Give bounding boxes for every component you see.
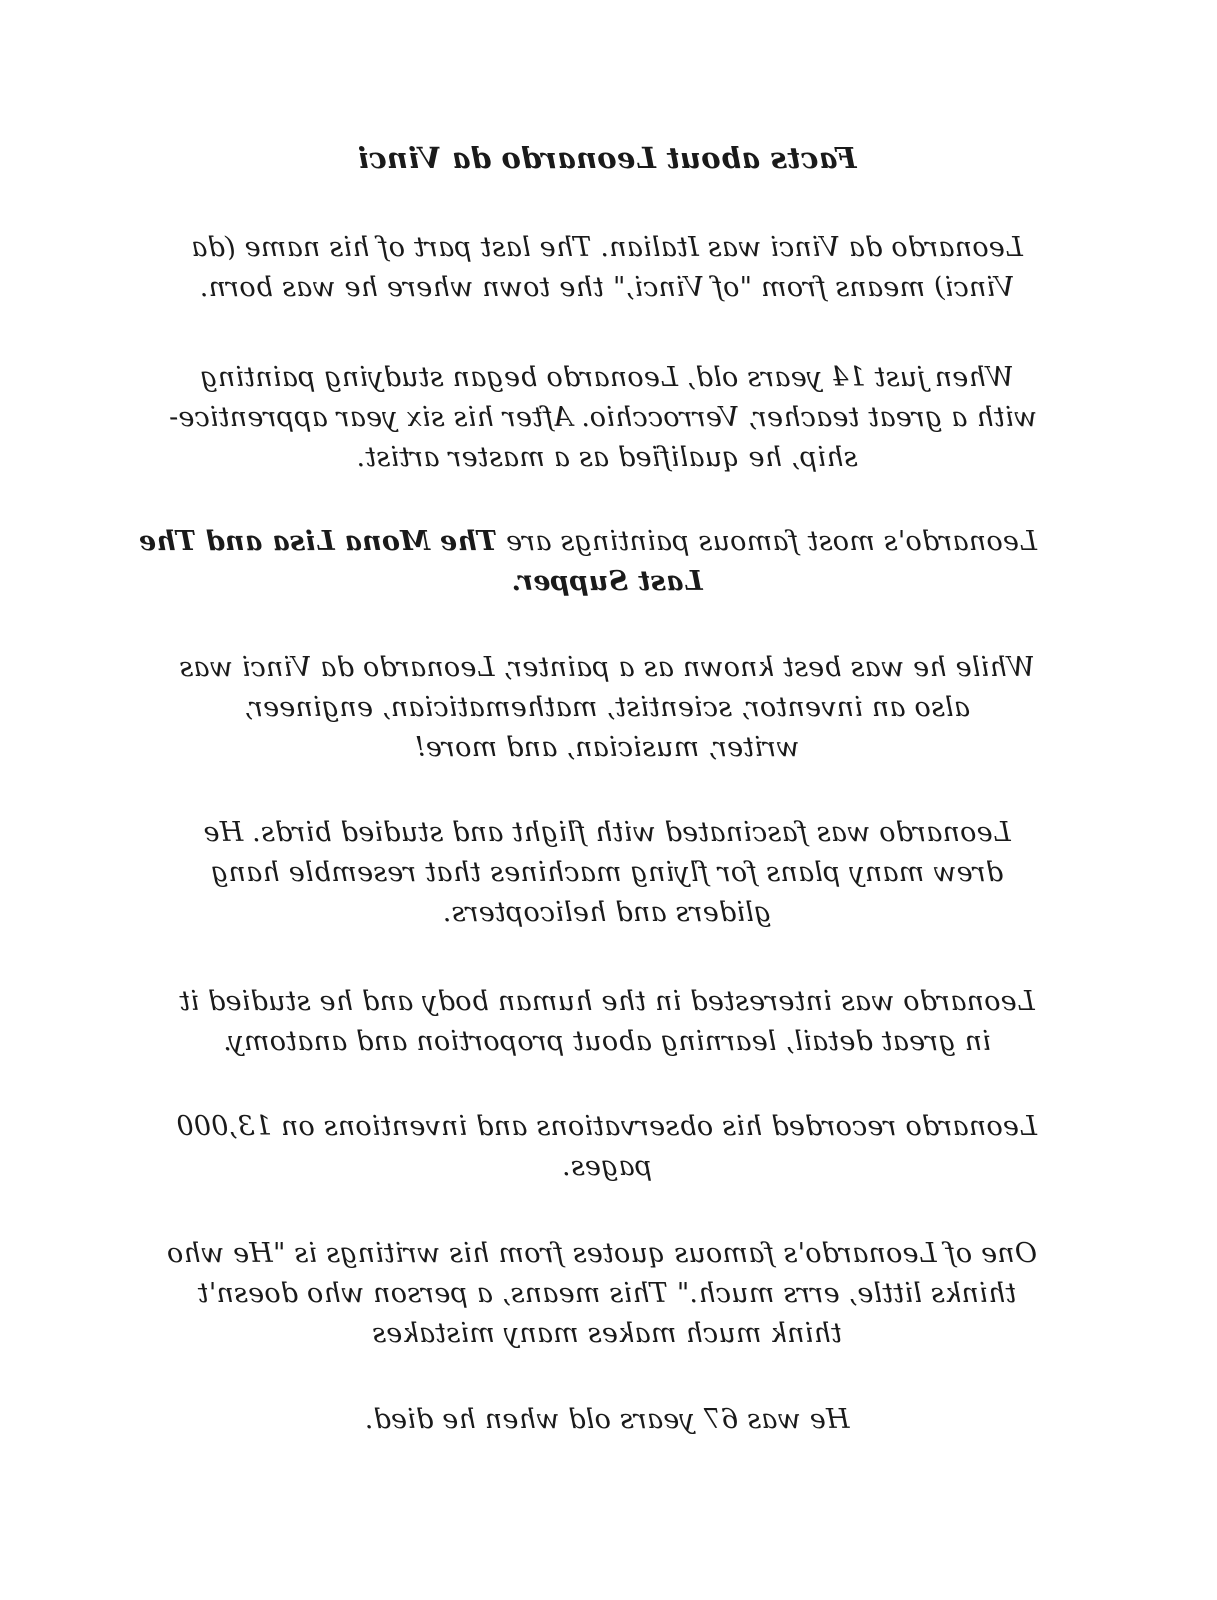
- paragraph-line: gliders and helicopters.: [442, 897, 772, 928]
- paragraph-line: Leonardo was fascinated with flight and studied birds. He: [203, 817, 1011, 848]
- paragraph-line: One of Leonardo's famous quotes from his writings is "He who: [166, 1238, 1037, 1269]
- paragraph-line: When just 14 years old, Leonardo began studying painting: [200, 362, 1014, 393]
- paragraph-line: Leonardo was interested in the human body and he studied it: [179, 986, 1035, 1017]
- paragraph-italian-origin: [177, 228, 1037, 308]
- paragraph-line: He was 67 years old when he died.: [364, 1404, 850, 1435]
- paragraph-line: thinks little, errs much." This means, a person who doesn't: [197, 1278, 1017, 1309]
- paintings-intro-text: Leonardo's most famous paintings are: [497, 526, 1037, 557]
- paragraph-death-age: [177, 1400, 1037, 1440]
- paragraph-line: ship, he qualified as a master artist.: [356, 442, 858, 473]
- paragraph-line: Vinci) means from "of Vinci," the town where he was born.: [199, 272, 1015, 303]
- paragraph-famous-paintings: [138, 522, 1037, 602]
- title-text: Facts about Leonardo da Vinci: [357, 141, 857, 175]
- paragraph-apprenticeship: [168, 358, 1037, 478]
- paragraph-many-talents: [177, 648, 1037, 768]
- paragraph-line: also an inventor, scientist, mathematician, engineer,: [244, 692, 970, 723]
- paragraph-line: writer, musician, and more!: [414, 732, 800, 763]
- paragraph-flight: [177, 813, 1037, 933]
- painting-title-bold: Last Supper.: [511, 566, 703, 597]
- paragraph-line: Leonardo recorded his observations and inventions on 13,000: [176, 1111, 1037, 1142]
- paragraph-line: While he was best known as a painter, Leonardo da Vinci was: [179, 652, 1035, 683]
- painting-titles-bold: The Mona Lisa and The: [138, 526, 498, 557]
- paragraph-line: pages.: [561, 1151, 653, 1182]
- paragraph-notebooks: [177, 1107, 1037, 1187]
- page-title: [177, 138, 1037, 178]
- paragraph-line: [138, 522, 1037, 562]
- paragraph-line: with a great teacher, Verrocchio. After his six year apprentice-: [168, 402, 1037, 433]
- paragraph-line: think much makes many mistakes: [372, 1318, 842, 1349]
- paragraph-line: in great detail, learning about proportion and anatomy.: [223, 1026, 991, 1057]
- paragraph-famous-quote: [166, 1234, 1037, 1354]
- paragraph-line: drew many plans for flying machines that resemble hang: [210, 857, 1004, 888]
- paragraph-line: Leonardo da Vinci was Italian. The last part of his name (da: [191, 232, 1023, 263]
- paragraph-anatomy: [177, 982, 1037, 1062]
